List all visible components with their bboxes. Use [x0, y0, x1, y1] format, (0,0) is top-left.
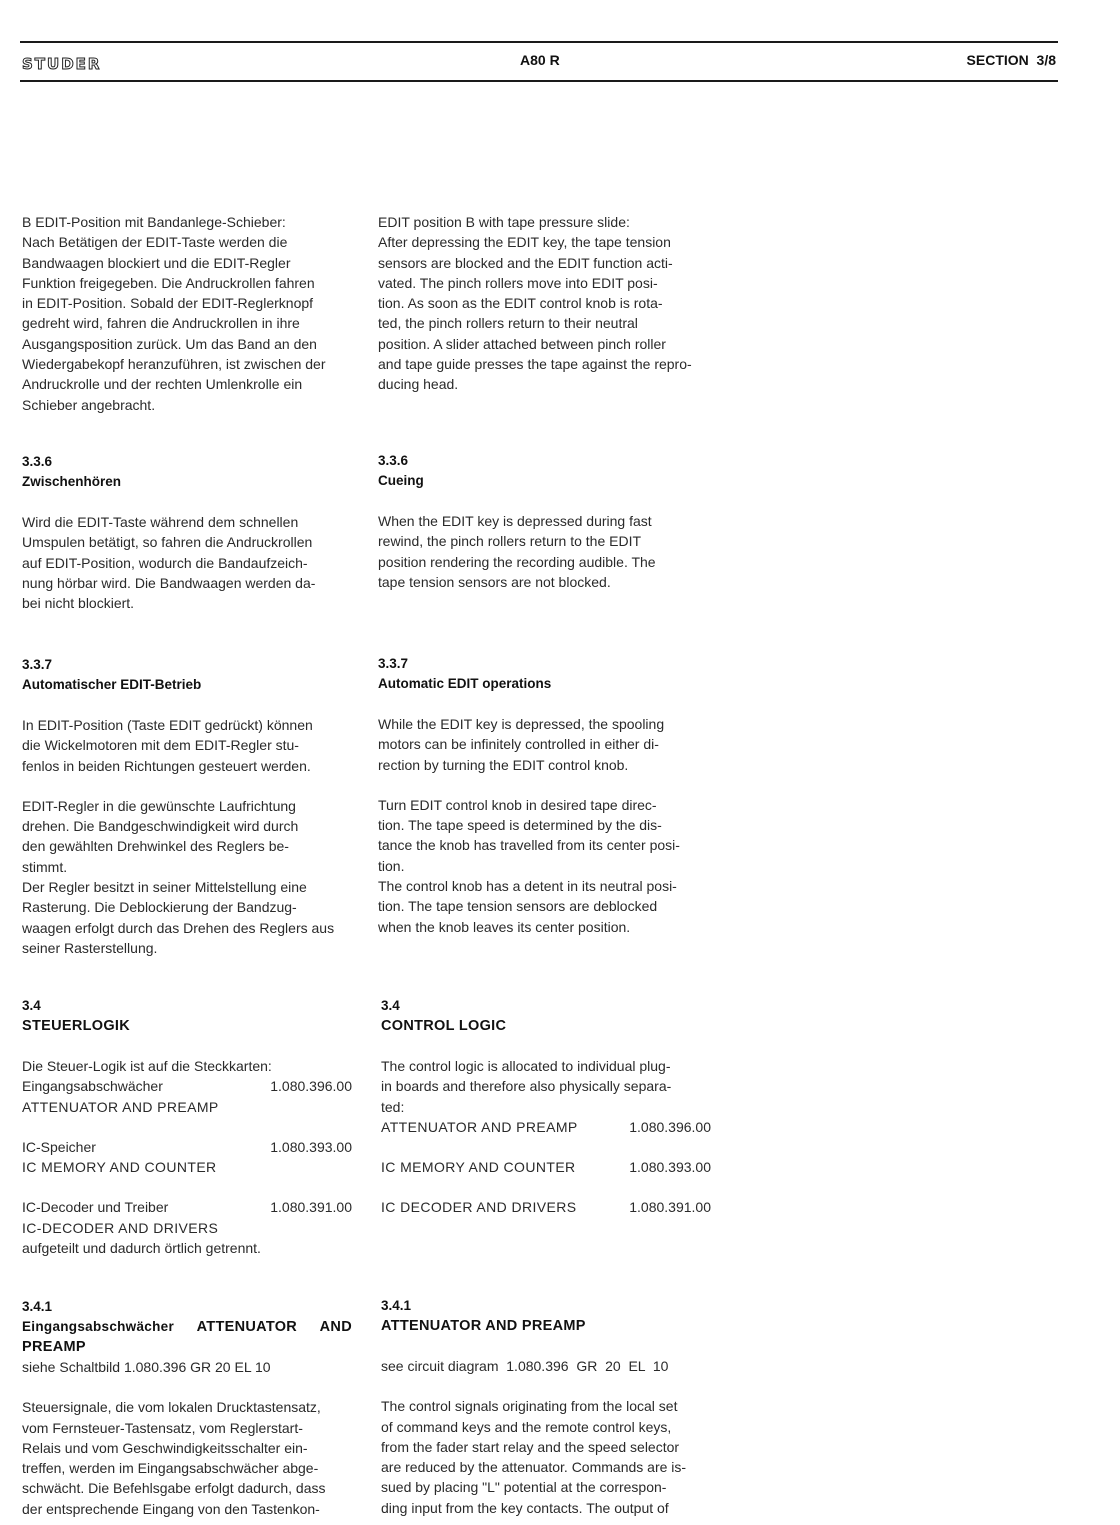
text-line: Schieber angebracht.: [22, 396, 156, 413]
text-line: EDIT position B with tape pressure slide:: [378, 214, 630, 230]
text-line: Der Regler besitzt in seiner Mittelstellung eine: [22, 879, 307, 896]
studer-logo: STUDER: [22, 55, 102, 73]
text-line: When the EDIT key is depressed during fast: [378, 513, 652, 529]
text-line: stimmt.: [22, 858, 68, 875]
board-code: 1.080.393.00: [270, 1138, 352, 1155]
section-3-3-7-en: [378, 654, 708, 937]
text-line: vom Fernsteuer-Tastensatz, vom Reglerstart-: [22, 1419, 303, 1436]
text-line: B EDIT-Position mit Bandanlege-Schieber:: [22, 214, 286, 230]
text-line: in boards and therefore also physically separa-: [381, 1078, 672, 1095]
text-line: tion. The tape tension sensors are deblocked: [378, 898, 658, 915]
section-number: SECTION 3/8: [966, 52, 1056, 68]
board-code: 1.080.396.00: [270, 1078, 352, 1095]
section-number: 3.4.1: [381, 1298, 412, 1313]
diagram-reference: siehe Schaltbild 1.080.396 GR 20 EL 10: [22, 1359, 271, 1375]
text-line: rection by turning the EDIT control knob.: [378, 756, 629, 773]
text-line: While the EDIT key is depressed, the spooling: [378, 716, 665, 732]
title-part: ATTENUATOR: [196, 1319, 298, 1335]
title-part: PREAMP: [22, 1339, 86, 1355]
board-name: IC MEMORY AND COUNTER: [381, 1159, 576, 1176]
section-number: 3.4: [22, 998, 41, 1013]
section-title: Cueing: [378, 473, 424, 488]
text-line: nung hörbar wird. Die Bandwaagen werden da-: [22, 574, 316, 591]
text-line: ted:: [381, 1098, 405, 1115]
text-line: position rendering the recording audible. The: [378, 553, 656, 570]
section-title: STEUERLOGIK: [22, 1018, 131, 1034]
text-line: are reduced by the attenuator. Commands are is-: [381, 1459, 687, 1476]
text-line: The control knob has a detent in its neutral posi-: [378, 878, 677, 895]
header-bottom-rule: [20, 80, 1058, 82]
section-title: [22, 1317, 352, 1337]
text-line: der entsprechende Eingang von den Tastenkon-: [22, 1500, 320, 1517]
title-part: Eingangsabschwächer: [22, 1319, 174, 1334]
text-line: of command keys and the remote control keys,: [381, 1418, 672, 1435]
section-number: 3.3.6: [378, 453, 409, 468]
section-title: Automatic EDIT operations: [378, 676, 552, 691]
board-row: [381, 1197, 711, 1217]
text-line: rewind, the pinch rollers return to the EDIT: [378, 533, 642, 550]
text-line: aufgeteilt und dadurch örtlich getrennt.: [22, 1240, 261, 1257]
text-line: schwächt. Die Befehlsgabe erfolgt dadurch, dass: [22, 1480, 326, 1497]
board-caps-name: ATTENUATOR AND PREAMP: [22, 1098, 219, 1115]
section-3-4-en: [381, 996, 711, 1218]
text-line: waagen erfolgt durch das Drehen des Reglers aus: [22, 919, 335, 936]
section-title: Automatischer EDIT-Betrieb: [22, 677, 202, 692]
text-line: tion. The tape speed is determined by the dis-: [378, 817, 662, 834]
section-number: 3.4: [381, 998, 400, 1013]
edit-b-en-paragraph: [378, 212, 708, 395]
board-caps-name: IC MEMORY AND COUNTER: [22, 1159, 217, 1176]
model-title: A80 R: [520, 52, 560, 68]
section-number: 3.4.1: [22, 1299, 53, 1314]
text-line: Die Steuer-Logik ist auf die Steckkarten:: [22, 1058, 272, 1074]
board-row: [381, 1157, 711, 1177]
section-3-4-1-en: [381, 1296, 711, 1518]
text-line: and tape guide presses the tape against the repro-: [378, 356, 692, 373]
board-name: ATTENUATOR AND PREAMP: [381, 1118, 578, 1135]
board-caps-name: IC-DECODER AND DRIVERS: [22, 1219, 219, 1236]
text-line: Funktion freigegeben. Die Andruckrollen fahren: [22, 274, 315, 291]
text-line: Andruckrolle und der rechten Umlenkrolle ein: [22, 376, 303, 393]
edit-b-de-paragraph: [22, 212, 352, 415]
section-3-4-1-de: [22, 1297, 352, 1519]
header-top-rule: [20, 41, 1058, 43]
text-line: tion.: [378, 857, 405, 874]
section-3-3-6-de: [22, 452, 352, 613]
text-line: bei nicht blockiert.: [22, 595, 135, 612]
section-title: Zwischenhören: [22, 474, 122, 489]
section-number: 3.3.6: [22, 454, 53, 469]
text-line: vated. The pinch rollers move into EDIT posi-: [378, 274, 658, 291]
board-code: 1.080.391.00: [270, 1199, 352, 1216]
text-line: In EDIT-Position (Taste EDIT gedrückt) können: [22, 717, 313, 733]
section-number: 3.3.7: [22, 657, 53, 672]
text-line: treffen, werden im Eingangsabschwächer abge-: [22, 1460, 319, 1477]
board-row: [381, 1117, 711, 1137]
text-line: position. A slider attached between pinch roller: [378, 335, 666, 352]
text-line: when the knob leaves its center position.: [378, 918, 631, 935]
board-name: IC-Speicher: [22, 1138, 96, 1155]
text-line: motors can be infinitely controlled in either di-: [378, 736, 659, 753]
text-line: gedreht wird, fahren die Andruckrollen in ihre: [22, 315, 300, 332]
text-line: Wird die EDIT-Taste während dem schnellen: [22, 514, 299, 530]
title-part: AND: [319, 1319, 352, 1335]
text-line: seiner Rasterstellung.: [22, 939, 158, 956]
board-code: 1.080.396.00: [629, 1118, 711, 1135]
text-line: Turn EDIT control knob in desired tape direc-: [378, 796, 657, 813]
section-title: ATTENUATOR AND PREAMP: [381, 1318, 586, 1334]
section-3-4-de: [22, 996, 352, 1258]
text-line: from the fader start relay and the speed selector: [381, 1438, 680, 1455]
text-line: sued by placing "L" potential at the correspon-: [381, 1479, 667, 1496]
text-line: After depressing the EDIT key, the tape tension: [378, 234, 671, 251]
section-title: CONTROL LOGIC: [381, 1018, 507, 1034]
text-line: drehen. Die Bandgeschwindigkeit wird durch: [22, 818, 299, 835]
text-line: die Wickelmotoren mit dem EDIT-Regler stu-: [22, 737, 299, 754]
text-line: The control logic is allocated to individual plug-: [381, 1058, 671, 1074]
section-number: 3.3.7: [378, 656, 409, 671]
board-row: [22, 1076, 352, 1096]
board-code: 1.080.393.00: [629, 1159, 711, 1176]
text-line: in EDIT-Position. Sobald der EDIT-Reglerknopf: [22, 295, 314, 312]
text-line: auf EDIT-Position, wodurch die Bandaufzeich-: [22, 554, 308, 571]
board-row: [22, 1137, 352, 1157]
text-line: den gewählten Drehwinkel des Reglers be-: [22, 838, 289, 855]
text-line: Wiedergabekopf heranzuführen, ist zwischen der: [22, 356, 326, 373]
text-line: ding input from the key contacts. The output of: [381, 1499, 669, 1516]
text-line: ducing head.: [378, 376, 459, 393]
text-line: Ausgangsposition zurück. Um das Band an den: [22, 335, 317, 352]
text-line: ted, the pinch rollers return to their neutral: [378, 315, 638, 332]
text-line: tion. As soon as the EDIT control knob is rota-: [378, 295, 663, 312]
board-name: Eingangsabschwächer: [22, 1078, 163, 1095]
section-3-3-6-en: [378, 451, 708, 592]
diagram-reference: see circuit diagram 1.080.396 GR 20 EL 10: [381, 1358, 669, 1374]
board-name: IC-Decoder und Treiber: [22, 1199, 169, 1216]
text-line: Umspulen betätigt, so fahren die Andruckrollen: [22, 534, 313, 551]
text-line: EDIT-Regler in die gewünschte Laufrichtung: [22, 797, 296, 814]
board-name: IC DECODER AND DRIVERS: [381, 1199, 577, 1216]
text-line: The control signals originating from the local set: [381, 1398, 678, 1415]
text-line: sensors are blocked and the EDIT function acti-: [378, 254, 673, 271]
text-line: Relais und vom Geschwindigkeitsschalter ein-: [22, 1439, 308, 1456]
text-line: Steuersignale, die vom lokalen Drucktastensatz,: [22, 1399, 321, 1416]
text-line: Nach Betätigen der EDIT-Taste werden die: [22, 234, 288, 251]
text-line: Bandwaagen blockiert und die EDIT-Regler: [22, 254, 291, 271]
text-line: tance the knob has travelled from its center posi-: [378, 837, 680, 854]
text-line: fenlos in beiden Richtungen gesteuert werden.: [22, 757, 311, 774]
text-line: Rasterung. Die Deblockierung der Bandzug-: [22, 899, 297, 916]
text-line: tape tension sensors are not blocked.: [378, 573, 611, 590]
board-row: [22, 1197, 352, 1217]
section-3-3-7-de: [22, 655, 352, 958]
board-code: 1.080.391.00: [629, 1199, 711, 1216]
